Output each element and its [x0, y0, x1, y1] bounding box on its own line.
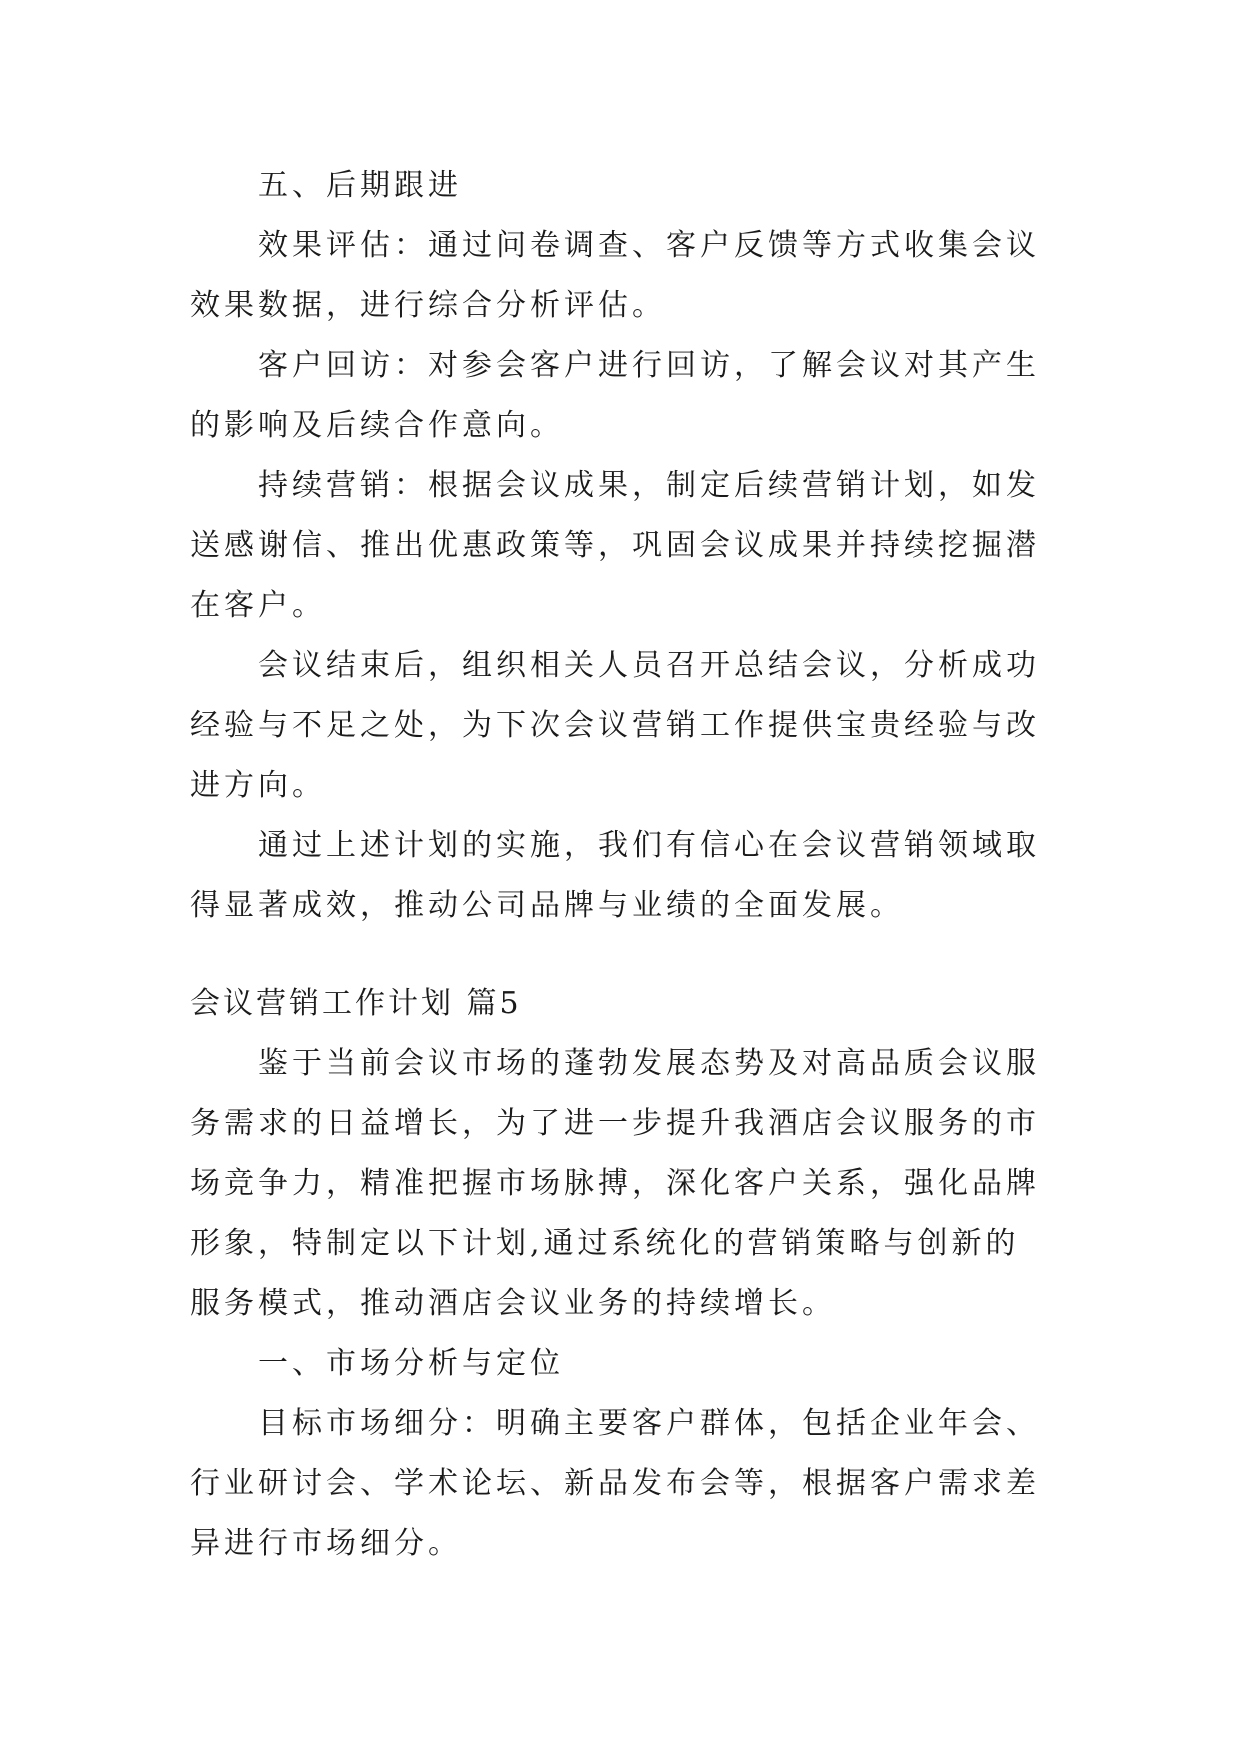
follow-up-section [190, 156, 1052, 936]
paragraph-customer-revisit: 客户回访：对参会客户进行回访，了解会议对其产生的影响及后续合作意向。 [190, 348, 1040, 443]
paragraph-continuous-marketing: 持续营销：根据会议成果，制定后续营销计划，如发送感谢信、推出优惠政策等，巩固会议成果并持续挖掘潜在客户。 [190, 468, 1040, 623]
section-heading-market-analysis: 一、市场分析与定位 [258, 1346, 564, 1381]
paragraph-effect-evaluation: 效果评估：通过问卷调查、客户反馈等方式收集会议效果数据，进行综合分析评估。 [190, 228, 1040, 323]
plan-section-5 [190, 974, 1052, 1574]
paragraph-market-segmentation: 目标市场细分：明确主要客户群体，包括企业年会、行业研讨会、学术论坛、新品发布会等，根据客户需求差异进行市场细分。 [190, 1406, 1040, 1561]
section-title-plan-5: 会议营销工作计划 篇5 [190, 986, 522, 1021]
paragraph-summary-meeting: 会议结束后，组织相关人员召开总结会议，分析成功经验与不足之处，为下次会议营销工作提供宝贵经验与改进方向。 [190, 648, 1040, 803]
paragraph-conclusion: 通过上述计划的实施，我们有信心在会议营销领域取得显著成效，推动公司品牌与业绩的全面发展。 [190, 828, 1040, 923]
paragraph-intro: 鉴于当前会议市场的蓬勃发展态势及对高品质会议服务需求的日益增长，为了进一步提升我酒店会议服务的市场竞争力，精准把握市场脉搏，深化客户关系，强化品牌形象，特制定以下计划,通过系统化的营销策略与创新的服务模式，推动酒店会议业务的持续增长。 [190, 1046, 1040, 1321]
section-heading-follow-up: 五、后期跟进 [258, 168, 462, 203]
